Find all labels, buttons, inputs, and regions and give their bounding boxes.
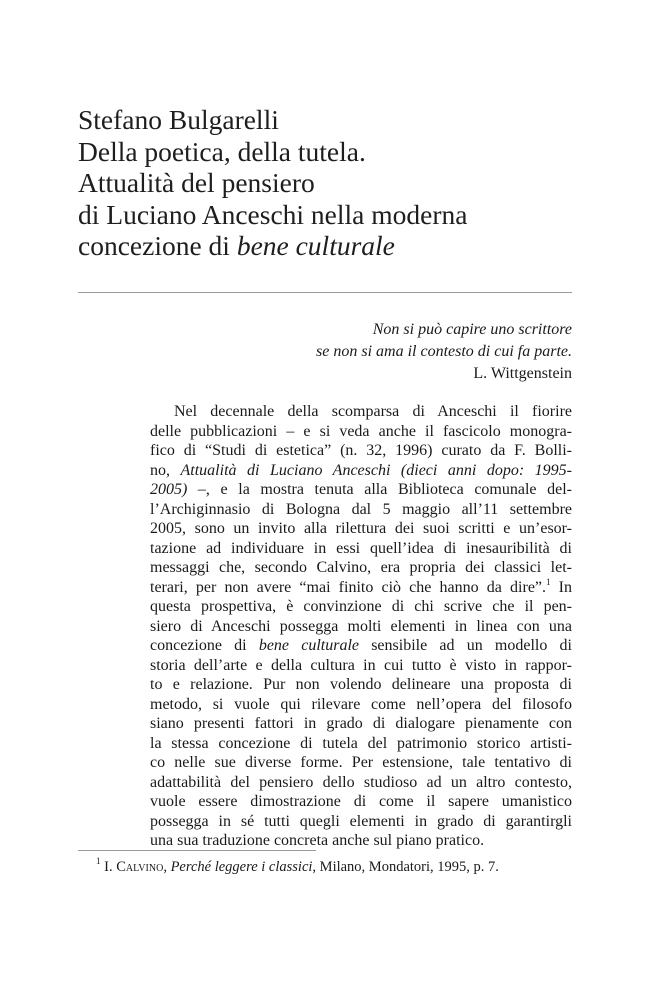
title-line-4-italic: bene culturale <box>236 230 395 262</box>
title-divider <box>78 292 572 293</box>
epigraph <box>152 319 572 385</box>
body-line: una sua traduzione concreta anche sul piano pratico. <box>150 832 485 849</box>
body-line: l’Archiginnasio di Bologna dal 5 maggio all’11 settembre <box>150 500 572 518</box>
body-line: storia dell’arte e della cultura in cui tutto è visto in rappor- <box>150 656 572 674</box>
body-line: tazione ad individuare in essi quell’idea di inesauribilità di <box>150 539 572 557</box>
epigraph-line-1: Non si può capire uno scrittore <box>372 321 572 338</box>
body-text-fragment: In <box>550 578 573 596</box>
footnote-author-name: Calvino <box>116 859 164 875</box>
body-line <box>150 461 572 481</box>
footnote-divider <box>78 850 316 851</box>
footnote-ref[interactable]: 1 <box>546 576 551 587</box>
body-line: vuole essere dimostrazione di come il sapere umanistico <box>150 793 572 810</box>
body-line: siano presenti fattori in grado di dialogare pienamente con <box>150 715 572 732</box>
body-line: siero di Anceschi possegga molti elementi in linea con una <box>150 617 572 635</box>
footnote-author-initial: I. <box>104 859 117 875</box>
body-text-fragment: –, e la mostra tenuta alla Biblioteca comunale del- <box>187 481 572 498</box>
body-text-fragment: terari, per non avere “mai finito ciò che hanno da dire”. <box>150 578 547 596</box>
epigraph-line-2: se non si ama il contesto di cui fa parte. <box>316 343 572 360</box>
body-line <box>150 578 572 598</box>
body-line: Nel decennale della scomparsa di Anceschi il fiorire <box>174 403 572 420</box>
footnote-book-title: Perché leggere i classici <box>170 859 313 875</box>
title-line-4 <box>78 230 598 262</box>
footnote-separator: , <box>163 859 171 875</box>
footnote-number: 1 <box>96 856 101 866</box>
footnote-publication: , Milano, Mondatori, 1995, p. 7. <box>312 859 499 875</box>
body-line: fico di “Studi di estetica” (n. 32, 1996) curato da F. Bolli- <box>150 442 572 459</box>
body-line <box>150 480 572 500</box>
body-text-fragment: no, <box>150 461 181 479</box>
title-line-2: Attualità del pensiero <box>78 167 315 199</box>
body-line: la stessa concezione di tutela del patrimonio storico artisti- <box>150 734 572 752</box>
cited-title-end: 2005) <box>150 481 188 498</box>
body-line: co nelle sue diverse forme. Per estensione, tale tentativo di <box>150 754 572 771</box>
body-line: 2005, sono un invito alla rilettura dei suoi scritti e un’esor- <box>150 520 572 537</box>
epigraph-attribution: L. Wittgenstein <box>473 365 572 382</box>
body-paragraph <box>150 402 572 851</box>
title-line-3: di Luciano Anceschi nella moderna <box>78 198 468 230</box>
body-line: questa prospettiva, è convinzione di chi scrive che il pen- <box>150 598 572 615</box>
body-text-fragment: concezione di <box>150 637 259 654</box>
emphasis: bene culturale <box>258 637 359 654</box>
article-title <box>78 104 598 262</box>
body-text-fragment: sensibile ad un modello di <box>359 637 573 654</box>
body-line: adattabilità del pensiero dello studioso ad un altro contesto, <box>150 773 572 791</box>
cited-title: Attualità di Luciano Anceschi (dieci anni dopo: 1995- <box>180 461 572 479</box>
body-line: messaggi che, secondo Calvino, era propria dei classici let- <box>150 559 572 576</box>
title-line-4-prefix: concezione di <box>78 230 237 262</box>
footnote <box>96 858 576 877</box>
body-line: to e relazione. Pur non volendo delineare una proposta di <box>150 676 572 693</box>
body-line: possegga in sé tutti quegli elementi in grado di garantirgli <box>150 812 572 830</box>
title-line-1: Della poetica, della tutela. <box>78 135 366 167</box>
body-line: delle pubblicazioni – e si veda anche il fascicolo monogra- <box>150 422 572 440</box>
body-line: metodo, si vuole qui rilevare come nell’opera del filosofo <box>150 695 572 713</box>
author-name: Stefano Bulgarelli <box>78 104 279 135</box>
body-line <box>150 636 572 656</box>
